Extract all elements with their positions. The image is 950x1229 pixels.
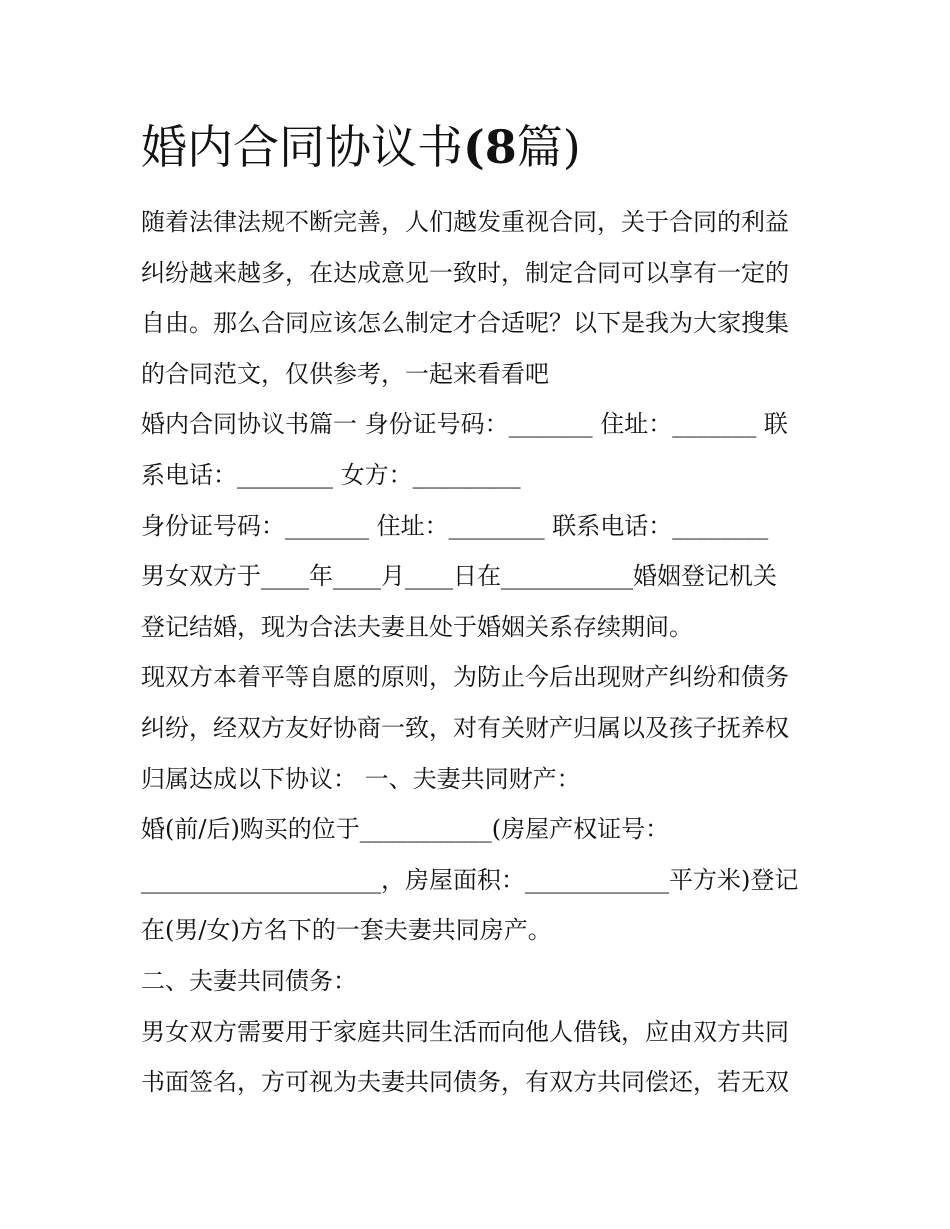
text-line: 的合同范文，仅供参考，一起来看看吧 [141,359,549,388]
text-line: 纠纷越来越多，在达成意见一致时，制定合同可以享有一定的 [141,258,789,287]
text-line: 自由。那么合同应该怎么制定才合适呢？以下是我为大家搜集 [141,309,789,338]
text-line: 在(男/女)方名下的一套夫妻共同房产。 [141,916,552,945]
text-line: 登记结婚，现为合法夫妻且处于婚姻关系存续期间。 [141,612,693,641]
title-main: 婚内合同协议书 [141,120,463,174]
text-line: 身份证号码：_______ 住址：________ 联系电话：________ [141,511,769,540]
document-body [141,197,821,1108]
text-line: 系电话：________ 女方：_________ [141,460,521,489]
title-count: (8 [463,120,517,174]
text-line: 纠纷，经双方友好协商一致，对有关财产归属以及孩子抚养权 [141,713,789,742]
text-line: 男女双方于____年____月____日在___________婚姻登记机关 [141,562,777,591]
text-line: 现双方本着平等自愿的原则，为防止今后出现财产纠纷和债务 [141,663,789,692]
text-line: 男女双方需要用于家庭共同生活而向他人借钱，应由双方共同 [141,1017,789,1046]
text-line: ____________________，房屋面积：____________平方米)登记 [141,865,799,894]
text-line: 随着法律法规不断完善，人们越发重视合同，关于合同的利益 [141,208,789,236]
text-line: 二、夫妻共同债务： [141,966,357,995]
text-line: 书面签名，方可视为夫妻共同债务，有双方共同偿还，若无双 [141,1068,789,1097]
text-line: 婚内合同协议书篇一 身份证号码：_______ 住址：_______ 联 [141,410,788,439]
text-line: 婚(前/后)购买的位于___________(房屋产权证号： [141,815,670,844]
text-line: 归属达成以下协议： 一、夫妻共同财产： [141,764,581,793]
document-title [141,114,581,180]
title-tail: 篇) [516,120,581,174]
